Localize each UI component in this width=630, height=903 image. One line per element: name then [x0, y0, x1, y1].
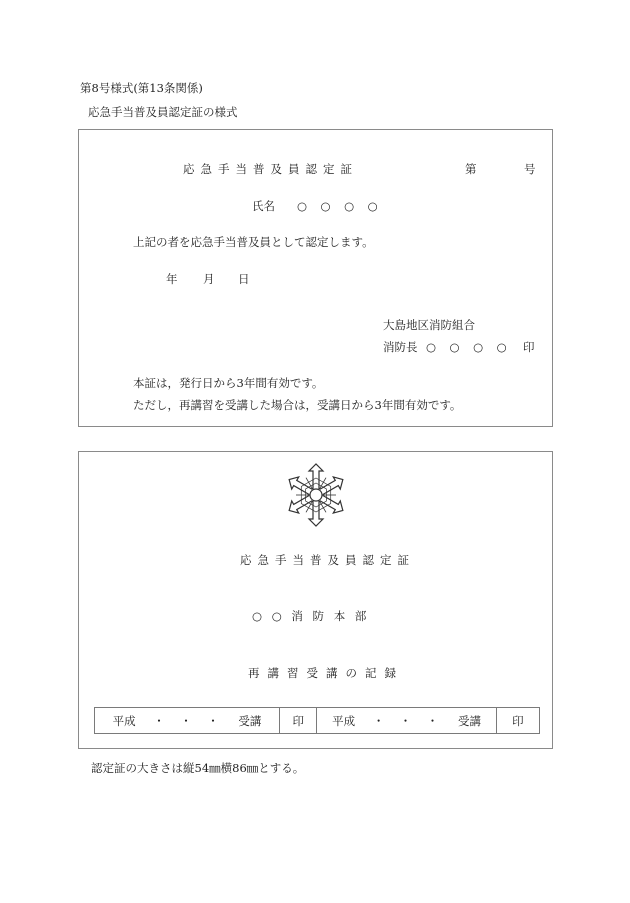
record-cell — [317, 708, 496, 734]
seal-mark: 印 — [523, 340, 535, 354]
record-era: 平成 — [112, 713, 136, 728]
retraining-record-table — [94, 707, 540, 734]
record-seal: 印 — [496, 708, 539, 734]
record-date-dots: ・ ・ ・ — [153, 713, 221, 728]
certification-text: 上記の者を応急手当普及員として認定します。 — [133, 235, 374, 249]
date-year: 年 — [166, 272, 178, 286]
table-row — [95, 708, 540, 734]
form-number: 第8号様式(第13条関係) — [80, 81, 203, 95]
back-title: 応急手当普及員認定証 — [240, 553, 415, 567]
record-label: 受講 — [238, 713, 262, 728]
record-label: 受講 — [457, 713, 481, 728]
record-title: 再講習受講の記録 — [248, 666, 404, 680]
form-title: 応急手当普及員認定証の様式 — [88, 105, 238, 119]
size-note: 認定証の大きさは縦54㎜横86㎜とする。 — [91, 761, 305, 775]
department-name: ○ ○ 消 防 本 部 — [252, 609, 370, 623]
fire-department-emblem-icon — [284, 461, 348, 529]
number-suffix: 号 — [524, 162, 536, 176]
validity-line-1: 本証は，発行日から3年間有効です。 — [133, 376, 324, 390]
name-value: ○ ○ ○ ○ — [297, 199, 379, 213]
number-prefix: 第 — [465, 162, 477, 176]
issuer-title: 消防長 — [383, 340, 418, 354]
record-era: 平成 — [332, 713, 356, 728]
validity-line-2: ただし，再講習を受講した場合は，受講日から3年間有効です。 — [133, 398, 462, 412]
date-day: 日 — [238, 272, 250, 286]
record-seal: 印 — [280, 708, 317, 734]
record-date-dots: ・ ・ ・ — [372, 713, 441, 728]
front-title: 応急手当普及員認定証 — [183, 162, 358, 176]
issuer-org: 大島地区消防組合 — [383, 318, 475, 332]
record-cell — [95, 708, 280, 734]
date-month: 月 — [203, 272, 215, 286]
issuer-name: ○ ○ ○ ○ — [426, 340, 508, 354]
name-label: 氏名 — [252, 199, 275, 213]
